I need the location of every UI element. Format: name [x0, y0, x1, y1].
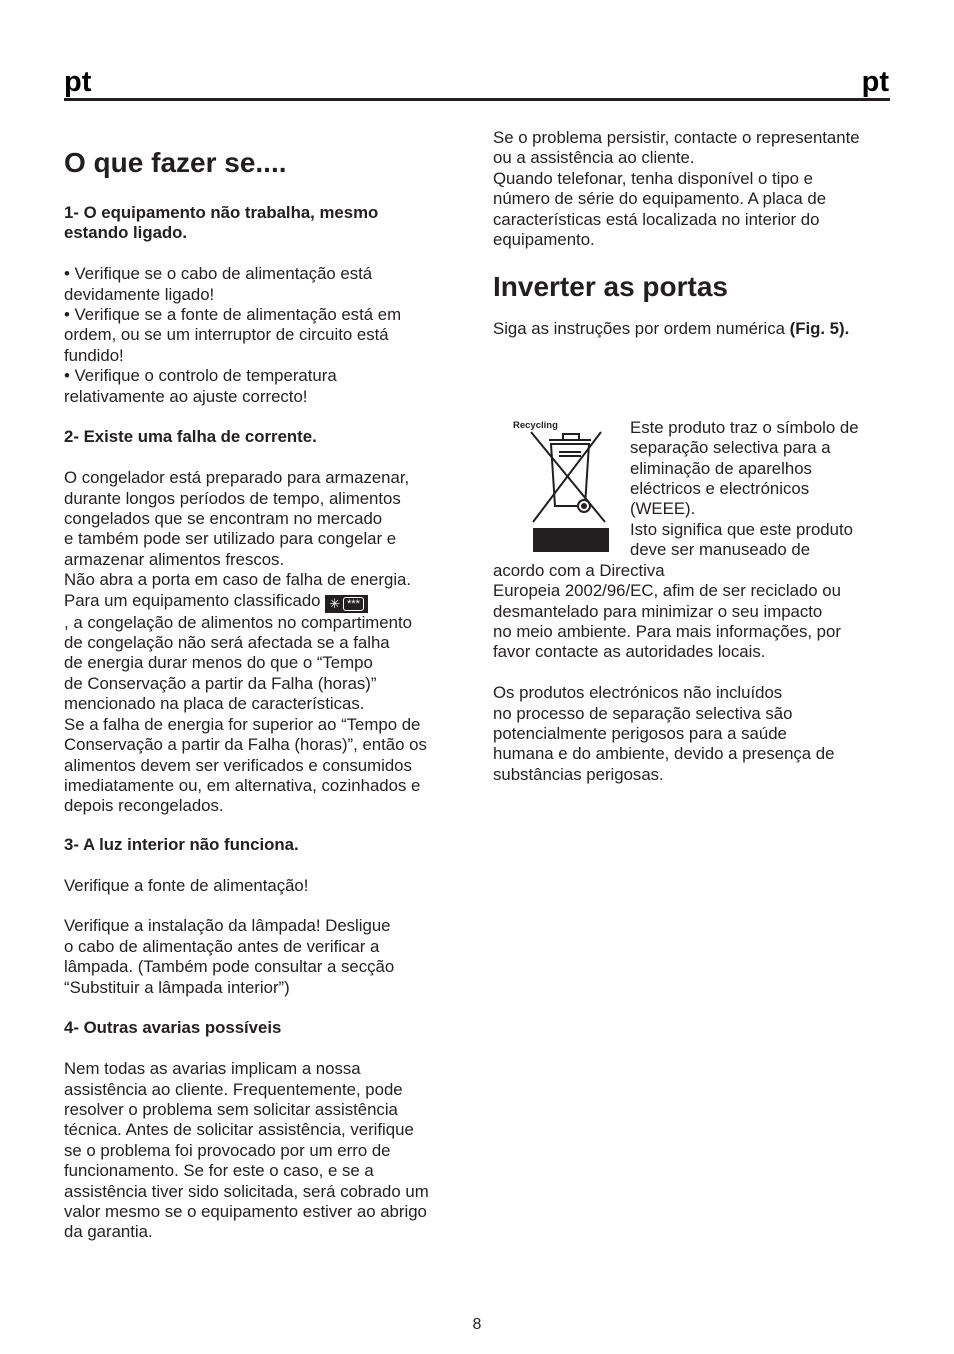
intro-line: Quando telefonar, tenha disponível o tipo e [493, 168, 814, 188]
recycling-label: Recycling [513, 419, 558, 431]
weee-line: (WEEE). [630, 499, 696, 519]
s2-line: , a congelação de alimentos no compartimento [64, 612, 412, 632]
s2-heading: 2- Existe uma falha de corrente. [64, 427, 317, 447]
s2-line: O congelador está preparado para armazenar, [64, 468, 410, 488]
weee-line: acordo com a Directiva [493, 560, 665, 580]
s3-line: Verifique a fonte de alimentação! [64, 875, 309, 895]
left-column [64, 140, 464, 1243]
weee-black-bar [533, 528, 609, 552]
weee-line: Este produto traz o símbolo de [630, 417, 859, 437]
weee-line: Isto significa que este produto [630, 519, 853, 539]
s4-heading: 4- Outras avarias possíveis [64, 1018, 282, 1038]
s3-line: o cabo de alimentação antes de verificar a [64, 936, 380, 956]
intro-line: número de série do equipamento. A placa de [493, 189, 827, 209]
weee-line: deve ser manuseado de [630, 540, 811, 560]
s3-line: Verifique a instalação da lâmpada! Desligue [64, 916, 391, 936]
electronics-line: Os produtos electrónicos não incluídos [493, 683, 783, 703]
figure-reference: (Fig. 5). [789, 319, 850, 339]
freezer-star-rating-badge [325, 595, 368, 613]
weee-line: Europeia 2002/96/EC, afim de ser reciclado ou [493, 581, 841, 601]
s2-line: Para um equipamento classificado [64, 590, 321, 610]
s3-line: lâmpada. (Também pode consultar a secção [64, 957, 395, 977]
s2-line: imediatamente ou, em alternativa, cozinhados e [64, 775, 421, 795]
s3-heading: 3- A luz interior não funciona. [64, 834, 299, 854]
instructions-text: Siga as instruções por ordem numérica [493, 319, 790, 339]
intro-line: características está localizada no interior do [493, 209, 820, 229]
weee-line: eliminação de aparelhos [630, 458, 812, 478]
s3-line: “Substituir a lâmpada interior”) [64, 977, 290, 997]
s4-line: funcionamento. Se for este o caso, e se a [64, 1161, 374, 1181]
s1-line: fundido! [64, 345, 124, 365]
s2-line: alimentos devem ser verificados e consumidos [64, 755, 412, 775]
header-language-left: pt [64, 66, 92, 98]
s2-line: e também pode ser utilizado para congelar e [64, 529, 397, 549]
electronics-line: humana e do ambiente, devido a presença de [493, 744, 835, 764]
weee-line: separação selectiva para a [630, 438, 831, 458]
s1-heading-line: estando ligado. [64, 223, 188, 243]
s2-line: de Conservação a partir da Falha (horas)” [64, 673, 377, 693]
s4-line: resolver o problema sem solicitar assistência [64, 1099, 398, 1119]
s2-line: durante longos períodos de tempo, alimentos [64, 488, 401, 508]
s4-line: valor mesmo se o equipamento estiver ao abrigo [64, 1201, 427, 1221]
s4-line: se o problema foi provocado por um erro de [64, 1140, 391, 1160]
electronics-line: substâncias perigosas. [493, 764, 664, 784]
snowflake-icon: ✳ [329, 595, 341, 611]
intro-line: equipamento. [493, 230, 595, 250]
s1-heading-line: 1- O equipamento não trabalha, mesmo [64, 203, 379, 222]
s2-line: depois recongelados. [64, 796, 224, 816]
intro-line: ou a assistência ao cliente. [493, 148, 695, 168]
weee-symbol [493, 416, 613, 556]
s2-line: mencionado na placa de características. [64, 694, 365, 714]
s1-line: • Verifique o controlo de temperatura [64, 366, 337, 386]
s4-line: assistência ao cliente. Frequentemente, pode [64, 1079, 403, 1099]
s2-line: de congelação não será afectada se a falha [64, 633, 390, 653]
s1-line: devidamente ligado! [64, 284, 215, 304]
weee-line: desmantelado para minimizar o seu impacto [493, 601, 823, 621]
s2-line: de energia durar menos do que o “Tempo [64, 653, 373, 673]
weee-line: favor contacte as autoridades locais. [493, 642, 766, 662]
s4-line: da garantia. [64, 1222, 153, 1242]
s2-line: armazenar alimentos frescos. [64, 549, 285, 569]
s4-line: assistência tiver sido solicitada, será cobrado um [64, 1181, 429, 1201]
instructions-line [493, 319, 893, 339]
s4-line: técnica. Antes de solicitar assistência, verifique [64, 1120, 414, 1140]
section-title-troubleshooting: O que fazer se.... [64, 147, 287, 178]
s2-line-with-badge [64, 591, 464, 613]
section-title-reverse-doors: Inverter as portas [493, 271, 728, 303]
page-number: 8 [472, 1316, 482, 1333]
s2-line: Conservação a partir da Falha (horas)”, então os [64, 735, 427, 755]
right-column [493, 128, 893, 785]
electronics-line: no processo de separação selectiva são [493, 703, 793, 723]
header-language-right: pt [861, 66, 889, 98]
s1-line: ordem, ou se um interruptor de circuito está [64, 325, 389, 345]
crossed-out-bin-icon [493, 426, 613, 530]
weee-section [493, 418, 893, 663]
s2-line: Não abra a porta em caso de falha de energia. [64, 570, 412, 590]
three-star-box: *** [343, 597, 364, 611]
electronics-line: potencialmente perigosos para a saúde [493, 723, 787, 743]
weee-line: no meio ambiente. Para mais informações, por [493, 621, 841, 641]
s2-line: congelados que se encontram no mercado [64, 509, 383, 529]
s1-line: • Verifique se a fonte de alimentação está em [64, 305, 402, 325]
s2-line: Se a falha de energia for superior ao “Tempo de [64, 714, 421, 734]
intro-line: Se o problema persistir, contacte o representante [493, 128, 860, 147]
weee-line: eléctricos e electrónicos [630, 479, 810, 499]
header-rule [64, 98, 890, 101]
s4-line: Nem todas as avarias implicam a nossa [64, 1059, 361, 1079]
s1-line: • Verifique se o cabo de alimentação está [64, 264, 373, 284]
s1-line: relativamente ao ajuste correcto! [64, 386, 308, 406]
